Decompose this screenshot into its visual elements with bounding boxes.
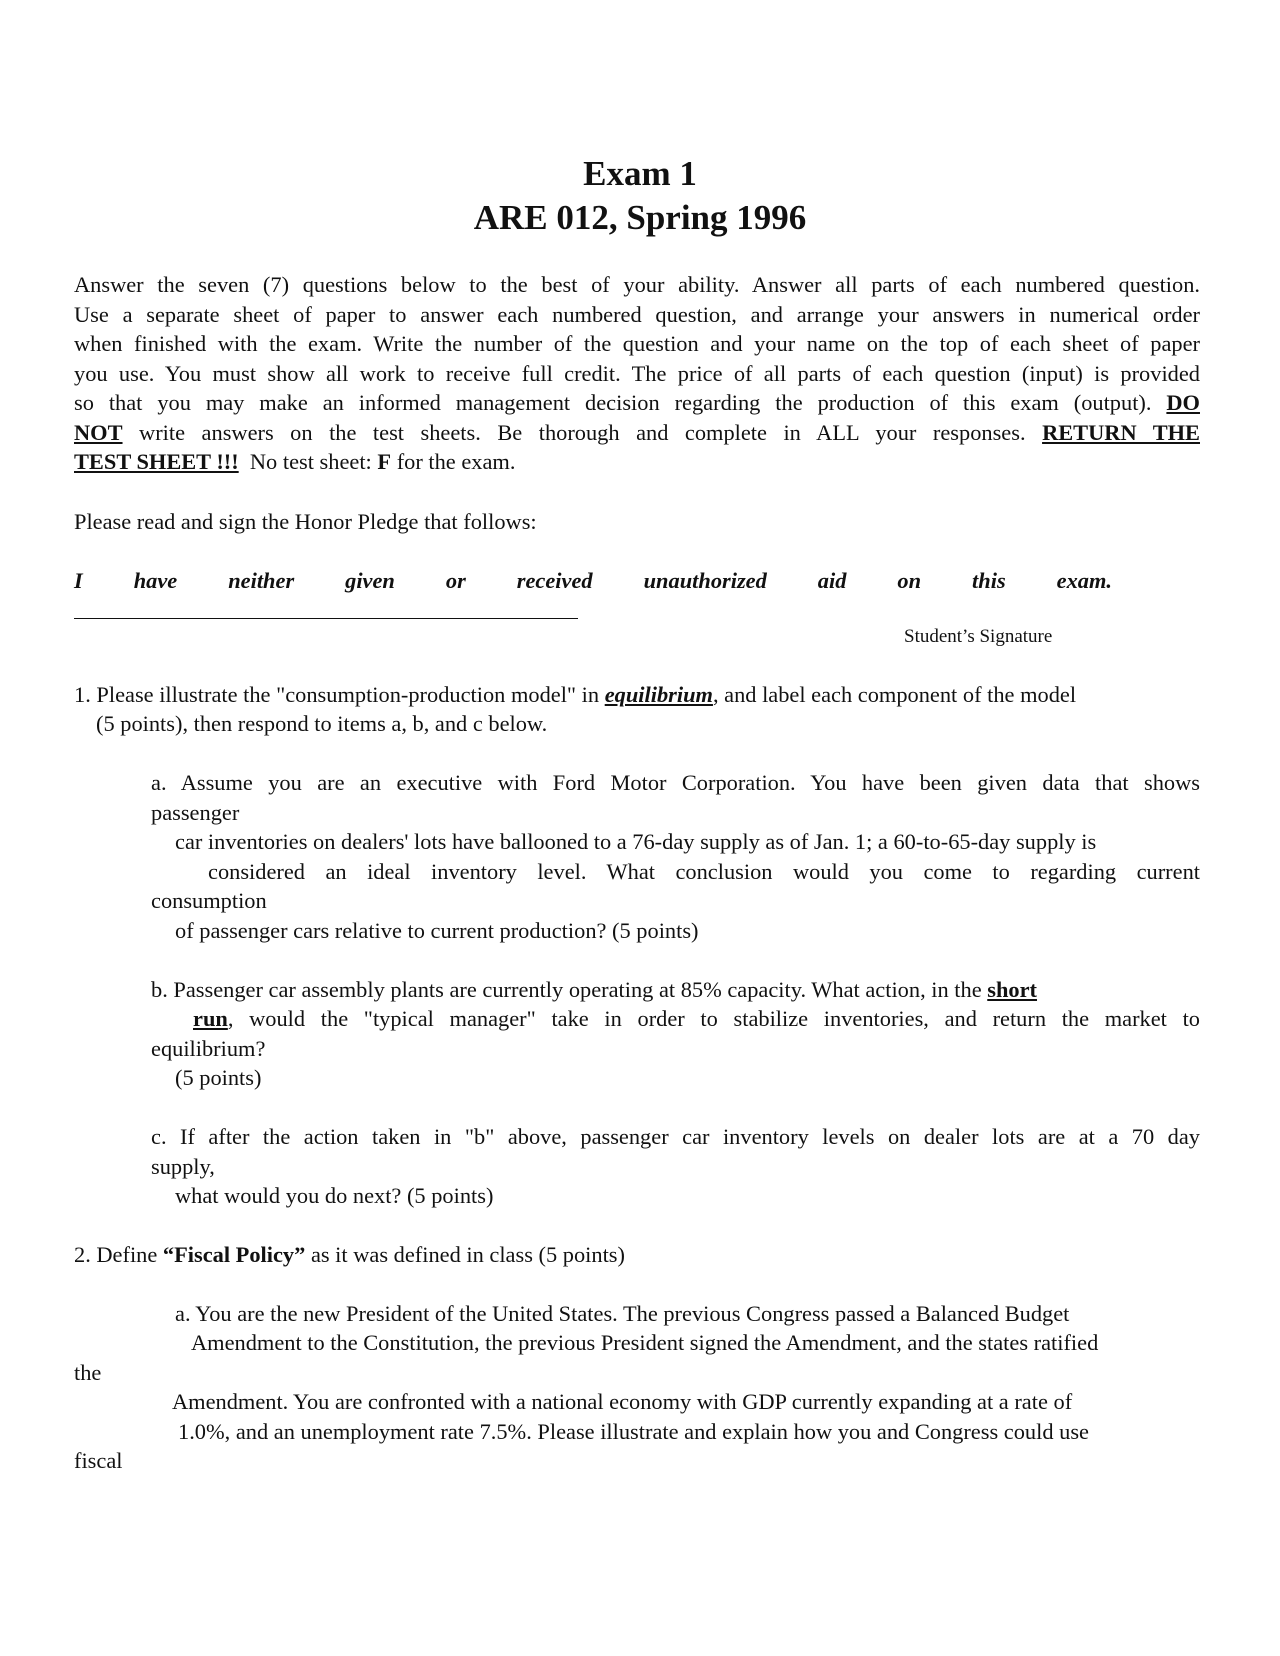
q2a-line: the	[74, 1360, 102, 1385]
question-1-line: (5 points), then respond to items a, b, and c below.	[96, 711, 548, 736]
q1a-line: consumption	[151, 888, 267, 913]
question-text: as it was defined in class (5 points)	[310, 1242, 625, 1267]
pledge-word: exam.	[1056, 568, 1112, 593]
instructions-line: Use a separate sheet of paper to answer each numbered question, and arrange your answers in numerical order	[74, 302, 1200, 327]
instructions-line	[74, 418, 1200, 448]
signature-line	[74, 618, 578, 619]
instructions-text: for the exam.	[396, 449, 516, 474]
question-2-line	[74, 1240, 625, 1270]
grade-f: F	[377, 449, 392, 474]
q1a-line: considered an ideal inventory level. What conclusion would you come to regarding current	[208, 859, 1200, 884]
equilibrium-emphasis: equilibrium	[604, 682, 713, 707]
q1b-line	[151, 975, 1037, 1005]
fiscal-policy-emphasis: “Fiscal Policy”	[162, 1242, 306, 1267]
test-sheet-emphasis: TEST SHEET !!!	[74, 449, 239, 474]
instructions-line: you use. You must show all work to receive full credit. The price of all parts of each question (input) is provided	[74, 361, 1200, 386]
question-text: , would the "typical manager" take in order to stabilize inventories, and return the market to	[227, 1006, 1200, 1031]
pledge-word: I	[74, 568, 83, 593]
signature-caption: Student’s Signature	[904, 626, 1053, 647]
q1a-line: a. Assume you are an executive with Ford Motor Corporation. You have been given data that shows	[151, 770, 1200, 795]
q1c-line: supply,	[151, 1154, 215, 1179]
do-not-emphasis: NOT	[74, 420, 123, 445]
q1b-line: equilibrium?	[151, 1036, 266, 1061]
q1c-line: what would you do next? (5 points)	[175, 1183, 494, 1208]
instructions-text: No test sheet:	[249, 449, 372, 474]
q2a-line: Amendment to the Constitution, the previous President signed the Amendment, and the states ratified	[191, 1330, 1099, 1355]
question-text: , and label each component of the model	[712, 682, 1077, 707]
do-not-emphasis: DO	[1166, 390, 1200, 415]
question-text: b. Passenger car assembly plants are currently operating at 85% capacity. What action, in the	[151, 977, 982, 1002]
question-1-line	[74, 680, 1076, 710]
pledge-word: given	[345, 568, 395, 593]
q1b-line: (5 points)	[175, 1065, 262, 1090]
q2a-line: Amendment. You are confronted with a national economy with GDP currently expanding at a rate of	[172, 1389, 1073, 1414]
q1c-line: c. If after the action taken in "b" above, passenger car inventory levels on dealer lots are at a 70 day	[151, 1124, 1200, 1149]
pledge-word: have	[133, 568, 178, 593]
instructions-line: when finished with the exam. Write the number of the question and your name on the top of each sheet of paper	[74, 331, 1200, 356]
pledge-word: neither	[228, 568, 295, 593]
q1a-line: car inventories on dealers' lots have ballooned to a 76-day supply as of Jan. 1; a 60-to-65-day supply is	[175, 829, 1097, 854]
q2a-line: 1.0%, and an unemployment rate 7.5%. Please illustrate and explain how you and Congress could use	[178, 1419, 1089, 1444]
q1a-line: passenger	[151, 800, 240, 825]
question-text: 2. Define	[74, 1242, 158, 1267]
pledge-word: this	[972, 568, 1006, 593]
instructions-line: Answer the seven (7) questions below to the best of your ability. Answer all parts of each numbered question.	[74, 272, 1200, 297]
q1b-line	[193, 1004, 1200, 1034]
pledge-word: aid	[817, 568, 847, 593]
page-subtitle: ARE 012, Spring 1996	[473, 198, 807, 237]
pledge-word: received	[516, 568, 593, 593]
instructions-line	[74, 388, 1200, 418]
q1a-line: of passenger cars relative to current production? (5 points)	[175, 918, 699, 943]
short-run-emphasis: short	[987, 977, 1038, 1002]
honor-pledge	[74, 566, 1112, 596]
instructions-text: so that you may make an informed management decision regarding the production of this exam (output).	[74, 390, 1152, 415]
page-title: Exam 1	[583, 154, 697, 193]
instructions-line	[74, 447, 515, 477]
short-run-emphasis: run	[193, 1006, 228, 1031]
pledge-word: unauthorized	[643, 568, 767, 593]
question-text: 1. Please illustrate the "consumption-production model" in	[74, 682, 600, 707]
q2a-line: fiscal	[74, 1448, 123, 1473]
honor-intro: Please read and sign the Honor Pledge that follows:	[74, 509, 537, 534]
instructions-text: write answers on the test sheets. Be thorough and complete in ALL your responses.	[139, 420, 1026, 445]
pledge-word: on	[897, 568, 922, 593]
return-emphasis: RETURN THE	[1042, 420, 1200, 445]
q2a-line: a. You are the new President of the United States. The previous Congress passed a Balanced Budget	[175, 1301, 1070, 1326]
pledge-word: or	[445, 568, 466, 593]
